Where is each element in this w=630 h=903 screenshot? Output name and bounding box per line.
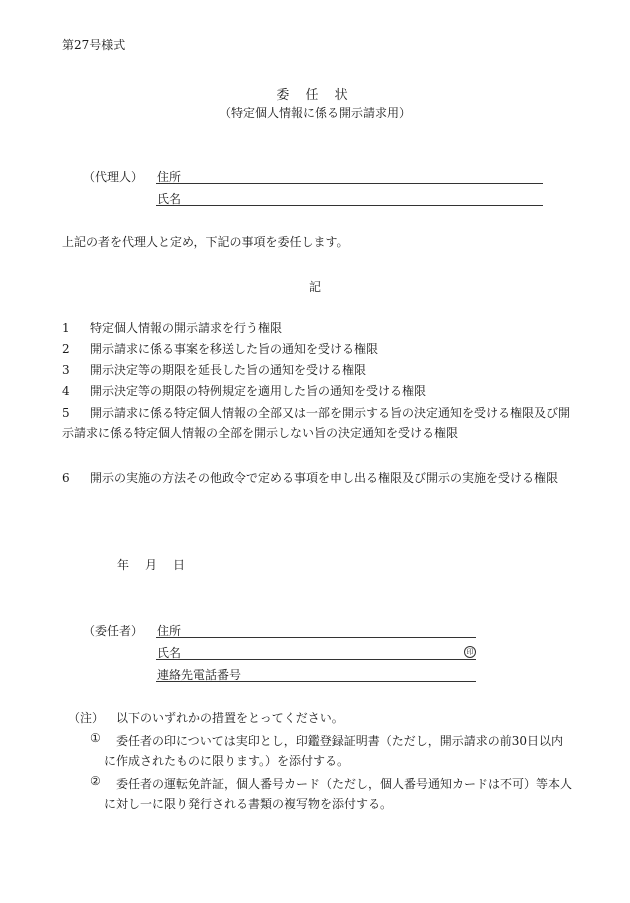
list-item [62, 468, 574, 488]
principal-role-label: （委任者） [83, 624, 144, 638]
date-year-label: 年 [117, 558, 130, 572]
agent-address-label: 住所 [157, 170, 182, 184]
principal-phone-label: 連絡先電話番号 [157, 668, 242, 682]
document-subtitle: （特定個人情報に係る開示請求用） [218, 106, 411, 120]
item-number: 6 [62, 471, 70, 485]
item-text: 開示請求に係る特定個人情報の全部又は一部を開示する旨の決定通知を受ける権限及び開示請求に係る特定個人情報の全部を開示しない旨の決定通知を受ける権限 [62, 406, 571, 440]
list-item [62, 339, 574, 359]
notes-label: （注） [68, 711, 105, 725]
principal-name-line[interactable] [156, 659, 476, 660]
agent-name-label: 氏名 [157, 192, 182, 206]
item-text: 開示の実施の方法その他政令で定める事項を申し出る権限及び開示の実施を受ける権限 [90, 471, 559, 485]
list-item [62, 360, 574, 380]
list-item [62, 318, 574, 338]
delegation-statement: 上記の者を代理人と定め，下記の事項を委任します。 [62, 235, 349, 249]
note-mark: ② [90, 774, 101, 788]
item-text: 開示請求に係る事案を移送した旨の通知を受ける権限 [90, 342, 379, 356]
item-number: 1 [62, 321, 70, 335]
note-text: 委任者の運転免許証，個人番号カード（ただし，個人番号通知カードは不可）等本人に対し一に限り発行される書類の複写物を添付する。 [104, 777, 573, 811]
principal-address-line[interactable] [156, 637, 476, 638]
principal-name-label: 氏名 [157, 646, 182, 660]
form-number: 第27号様式 [62, 38, 126, 52]
item-text: 特定個人情報の開示請求を行う権限 [90, 321, 283, 335]
date-day-label: 日 [173, 558, 186, 572]
item-number: 4 [62, 384, 70, 398]
item-number: 2 [62, 342, 70, 356]
notes-intro: 以下のいずれかの措置をとってください。 [116, 711, 344, 725]
date-month-label: 月 [145, 558, 158, 572]
item-text: 開示決定等の期限の特例規定を適用した旨の通知を受ける権限 [90, 384, 427, 398]
list-item [62, 381, 574, 401]
document-title: 委 任 状 [276, 88, 354, 103]
agent-name-line[interactable] [156, 205, 543, 206]
note-mark: ① [90, 731, 101, 745]
agent-address-line[interactable] [156, 183, 543, 184]
principal-address-label: 住所 [157, 624, 182, 638]
seal-mark-icon: 印 [464, 646, 476, 658]
principal-phone-line[interactable] [156, 681, 476, 682]
note-heading: 記 [308, 280, 321, 294]
item-number: 3 [62, 363, 70, 377]
note-text: 委任者の印については実印とし，印鑑登録証明書（ただし，開示請求の前30日以内に作成されたものに限ります。）を添付する。 [104, 734, 564, 768]
agent-role-label: （代理人） [83, 170, 144, 184]
item-text: 開示決定等の期限を延長した旨の通知を受ける権限 [90, 363, 367, 377]
item-number: 5 [62, 406, 70, 420]
list-item [62, 403, 574, 443]
